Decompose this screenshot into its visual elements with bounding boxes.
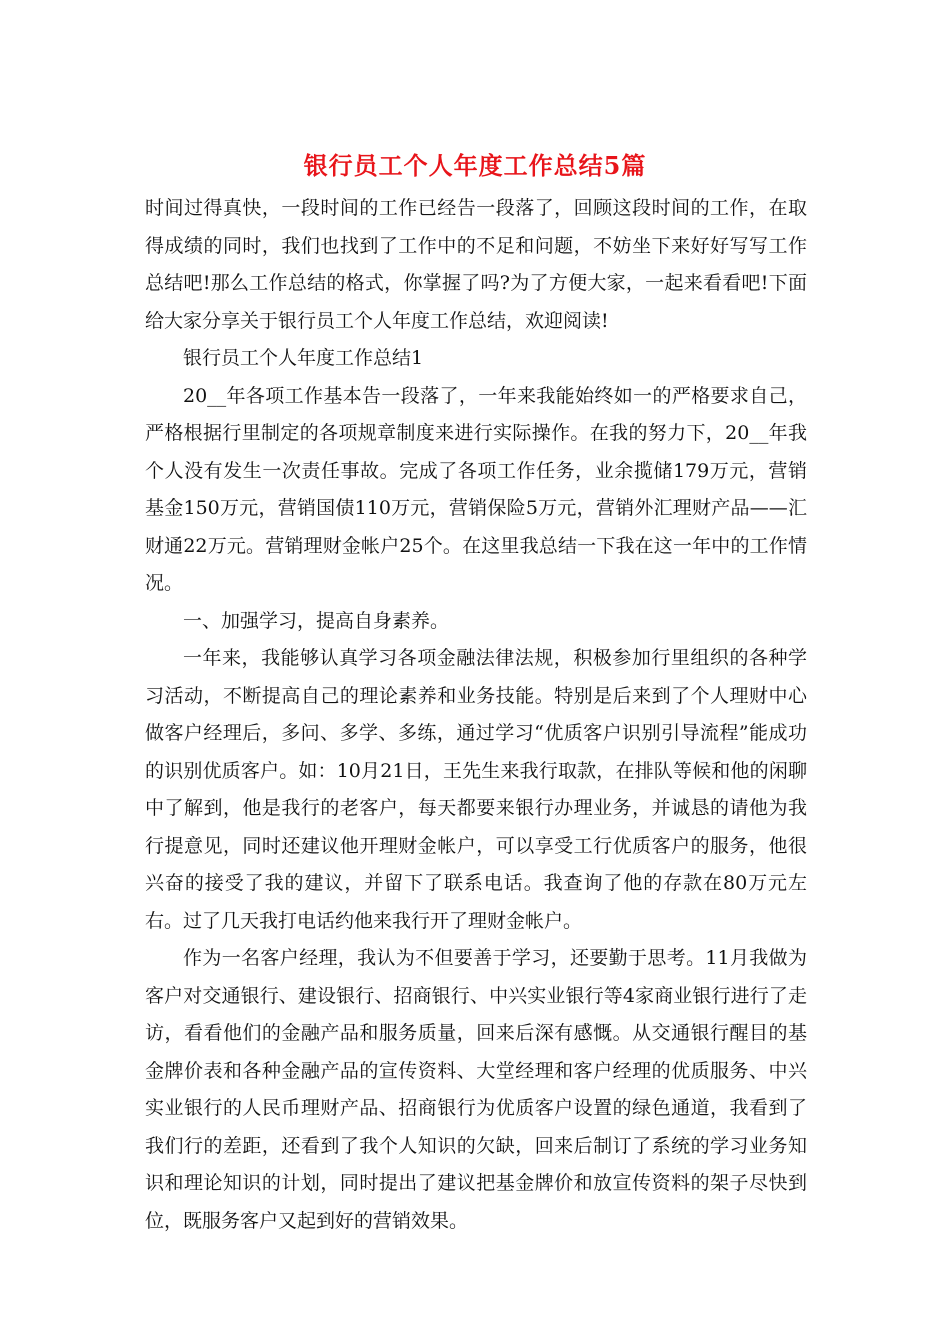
page-title: 银行员工个人年度工作总结5篇 [303, 151, 647, 180]
body-paragraph-thinking: 作为一名客户经理，我认为不但要善于学习，还要勤于思考。11月我做为客户对交通银行、建设银行、招商银行、中兴实业银行等4家商业银行进行了走访，看看他们的金融产品和服务质量，回来后深有感慨。从交通银行醒目的基金牌价表和各种金融产品的宣传资料、大堂经理和客户经理的优质服务、中兴实业银行的人民币理财产品、招商银行为优质客户设置的绿色通道，我看到了我们行的差距，还看到了我个人知识的欠缺，回来后制订了系统的学习业务知识和理论知识的计划，同时提出了建议把基金牌价和放宣传资料的架子尽快到位，既服务客户又起到好的营销效果。 [145, 947, 807, 1232]
intro-paragraph: 时间过得真快，一段时间的工作已经告一段落了，回顾这段时间的工作，在取得成绩的同时，我们也找到了工作中的不足和问题，不妨坐下来好好写写工作总结吧!那么工作总结的格式，你掌握了吗?为了方便大家，一起来看看吧!下面给大家分享关于银行员工个人年度工作总结，欢迎阅读! [145, 197, 807, 332]
body-paragraph-overview: 20__年各项工作基本告一段落了，一年来我能始终如一的严格要求自己，严格根据行里制定的各项规章制度来进行实际操作。在我的努力下，20__年我个人没有发生一次责任事故。完成了各项工作任务，业余揽储179万元，营销基金150万元，营销国债110万元，营销保险5万元，营销外汇理财产品——汇财通22万元。营销理财金帐户25个。在这里我总结一下我在这一年中的工作情况。 [145, 384, 807, 594]
section-heading-summary-1: 银行员工个人年度工作总结1 [183, 347, 424, 369]
subheading-learning: 一、加强学习，提高自身素养。 [183, 609, 450, 632]
document-body [145, 190, 807, 1240]
body-paragraph-learning: 一年来，我能够认真学习各项金融法律法规，积极参加行里组织的各种学习活动，不断提高自己的理论素养和业务技能。特别是后来到了个人理财中心做客户经理后，多问、多学、多练，通过学习“优质客户识别引导流程”能成功的识别优质客户。如：10月21日，王先生来我行取款，在排队等候和他的闲聊中了解到，他是我行的老客户，每天都要来银行办理业务，并诚恳的请他为我行提意见，同时还建议他开理财金帐户，可以享受工行优质客户的服务，他很兴奋的接受了我的建议，并留下了联系电话。我查询了他的存款在80万元左右。过了几天我打电话约他来我行开了理财金帐户。 [145, 647, 807, 932]
